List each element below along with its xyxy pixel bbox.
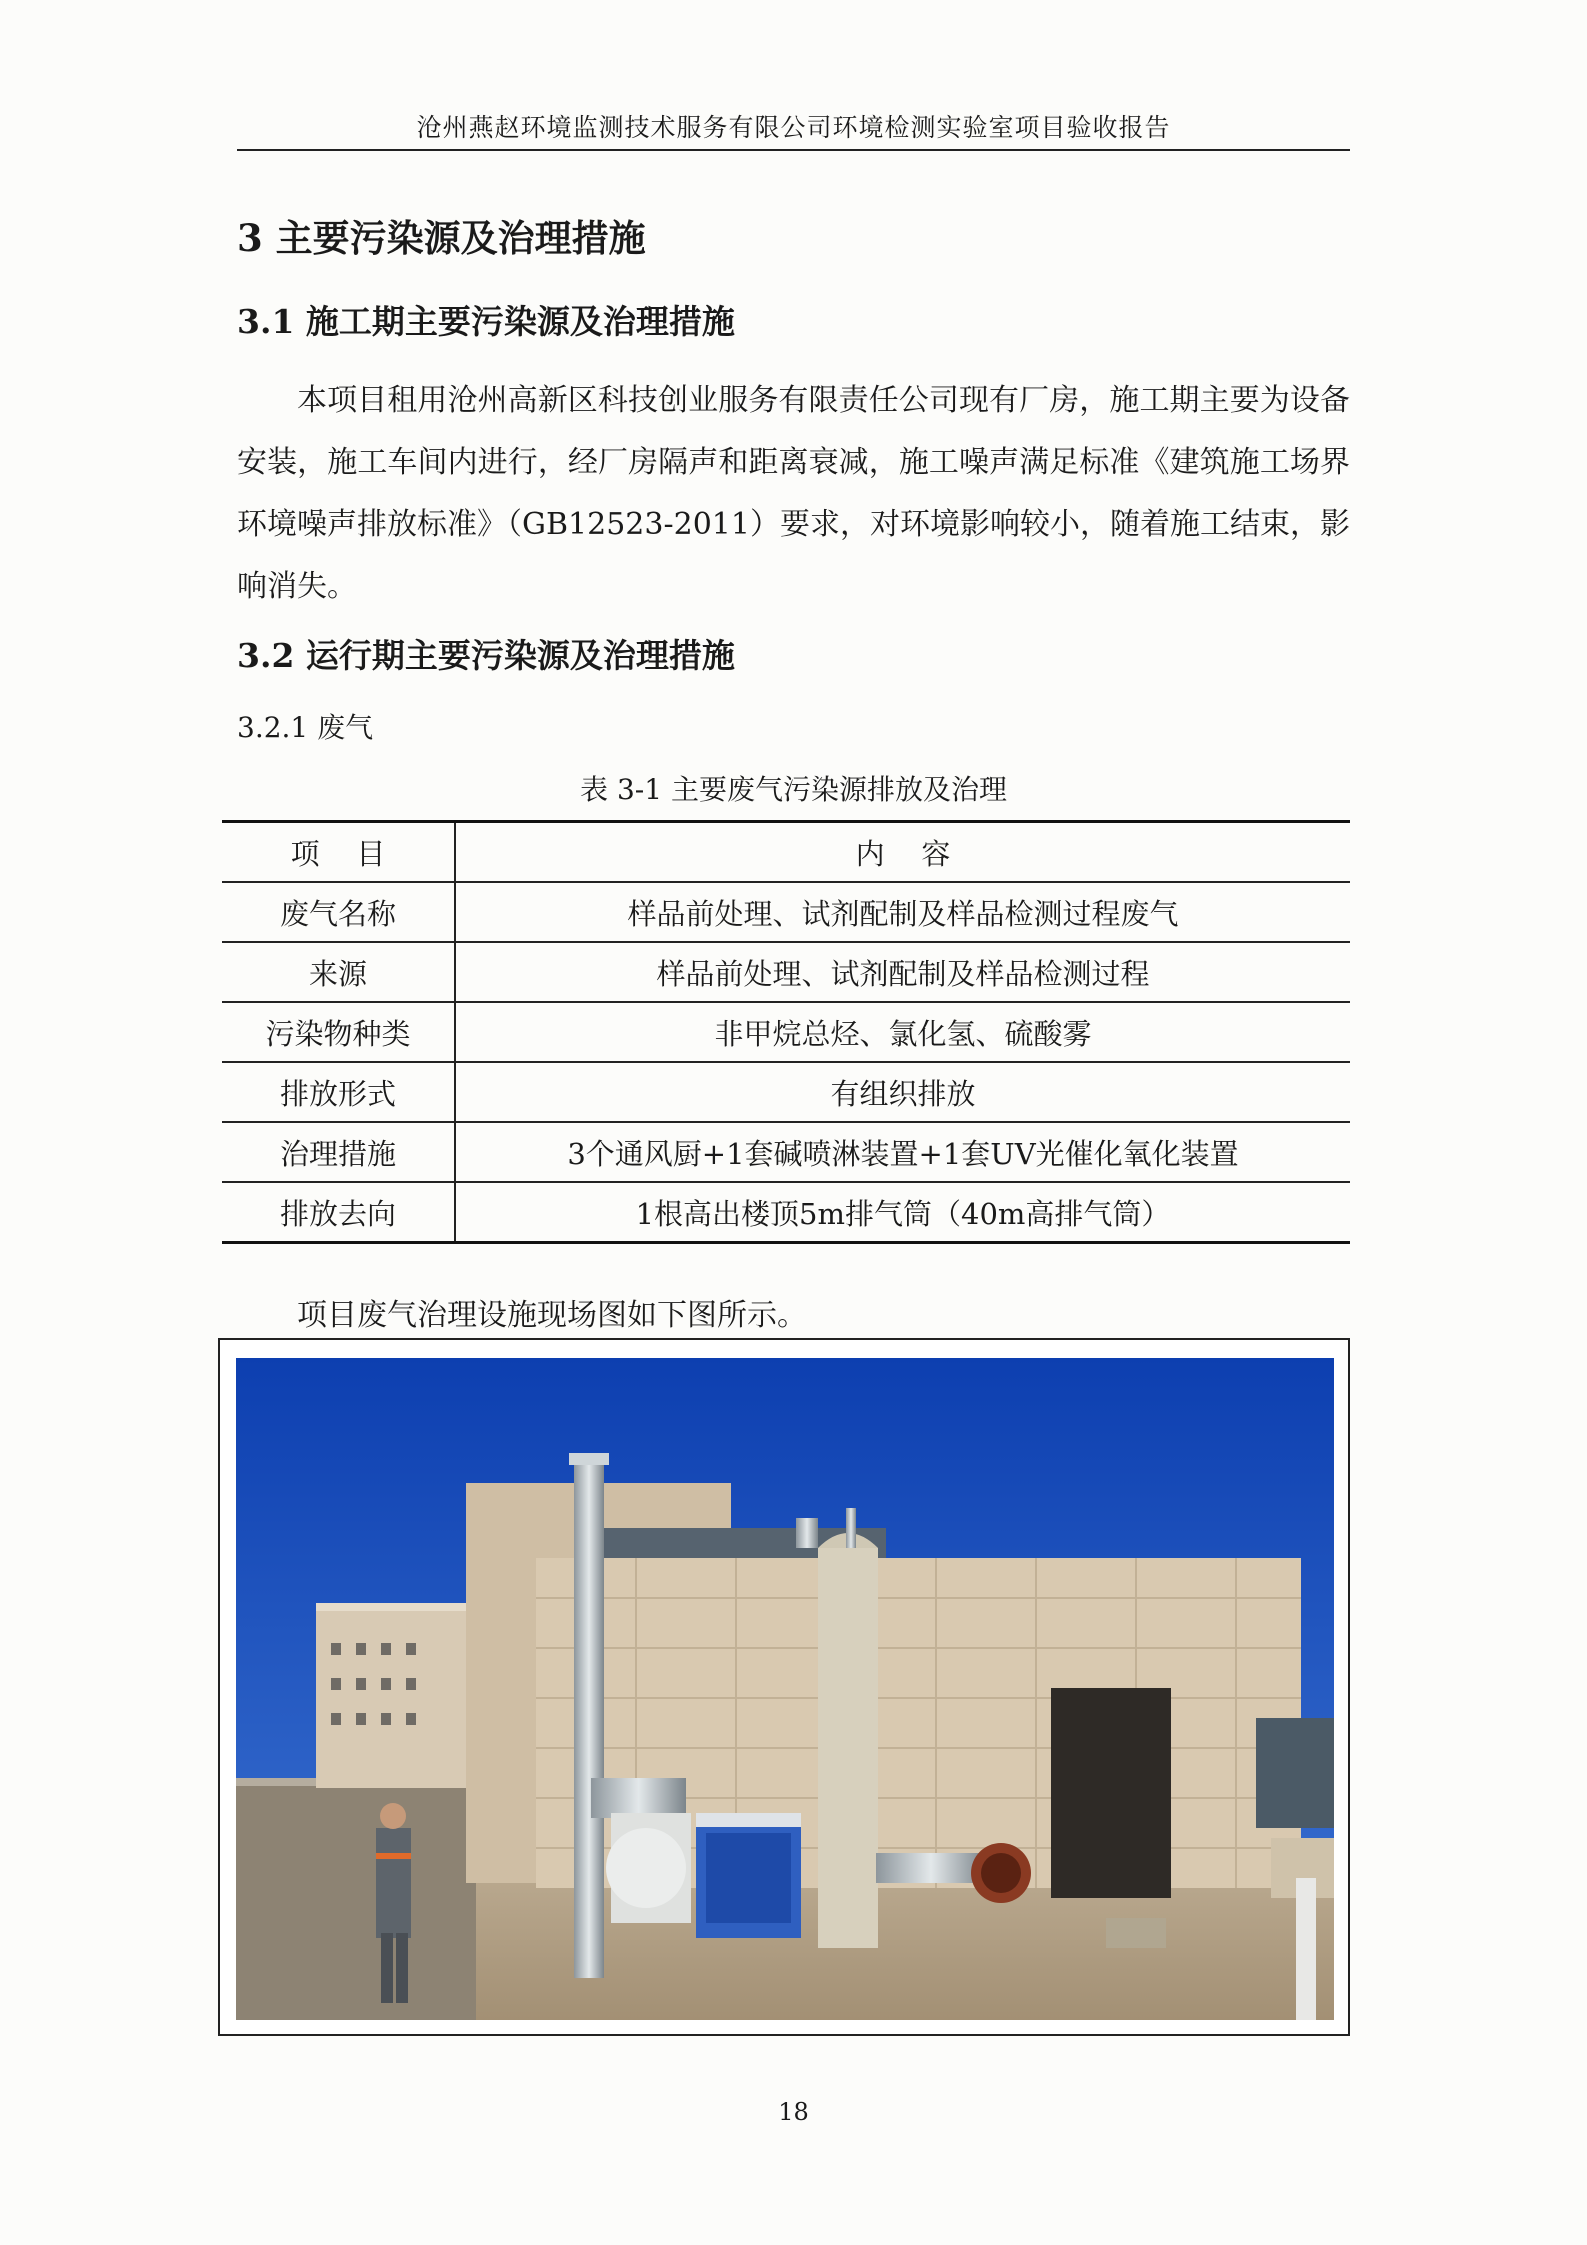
table-row — [222, 1182, 1350, 1243]
row-key: 污染物种类 — [222, 1002, 455, 1062]
table-caption: 表 3-1 主要废气污染源排放及治理 — [580, 773, 1007, 806]
page-number: 18 — [778, 2098, 809, 2126]
site-photo-frame — [218, 1338, 1350, 2036]
site-photo — [236, 1358, 1334, 2020]
table-header-row — [222, 822, 1350, 883]
table-row — [222, 882, 1350, 942]
section-3-1-heading: 3.1 施工期主要污染源及治理措施 — [237, 302, 735, 341]
header-rule — [237, 149, 1350, 151]
photo-intro: 项目废气治理设施现场图如下图所示。 — [297, 1298, 807, 1333]
row-key: 废气名称 — [222, 882, 455, 942]
table-row — [222, 1002, 1350, 1062]
header-key: 项 目 — [222, 822, 455, 883]
section-3-2-1-heading: 3.2.1 废气 — [237, 711, 374, 744]
row-value: 样品前处理、试剂配制及样品检测过程废气 — [455, 882, 1350, 942]
table-row — [222, 942, 1350, 1002]
section-3-heading: 3 主要污染源及治理措施 — [237, 216, 646, 260]
row-value: 1根高出楼顶5m排气筒（40m高排气筒） — [455, 1182, 1350, 1243]
table-row — [222, 1062, 1350, 1122]
table-row — [222, 1122, 1350, 1182]
report-header: 沧州燕赵环境监测技术服务有限公司环境检测实验室项目验收报告 — [416, 113, 1171, 142]
row-key: 排放去向 — [222, 1182, 455, 1243]
row-key: 排放形式 — [222, 1062, 455, 1122]
row-value: 3个通风厨+1套碱喷淋装置+1套UV光催化氧化装置 — [455, 1122, 1350, 1182]
exhaust-gas-table — [222, 820, 1350, 1244]
header-value: 内 容 — [455, 822, 1350, 883]
row-key: 治理措施 — [222, 1122, 455, 1182]
construction-paragraph: 本项目租用沧州高新区科技创业服务有限责任公司现有厂房，施工期主要为设备安装，施工车间内进行，经厂房隔声和距离衰减，施工噪声满足标准《建筑施工场界环境噪声排放标准》（GB12523-2011）要求，对环境影响较小，随着施工结束，影响消失。 — [237, 383, 1350, 604]
row-value: 有组织排放 — [455, 1062, 1350, 1122]
section-3-2-heading: 3.2 运行期主要污染源及治理措施 — [237, 636, 735, 675]
row-value: 样品前处理、试剂配制及样品检测过程 — [455, 942, 1350, 1002]
row-key: 来源 — [222, 942, 455, 1002]
row-value: 非甲烷总烃、氯化氢、硫酸雾 — [455, 1002, 1350, 1062]
